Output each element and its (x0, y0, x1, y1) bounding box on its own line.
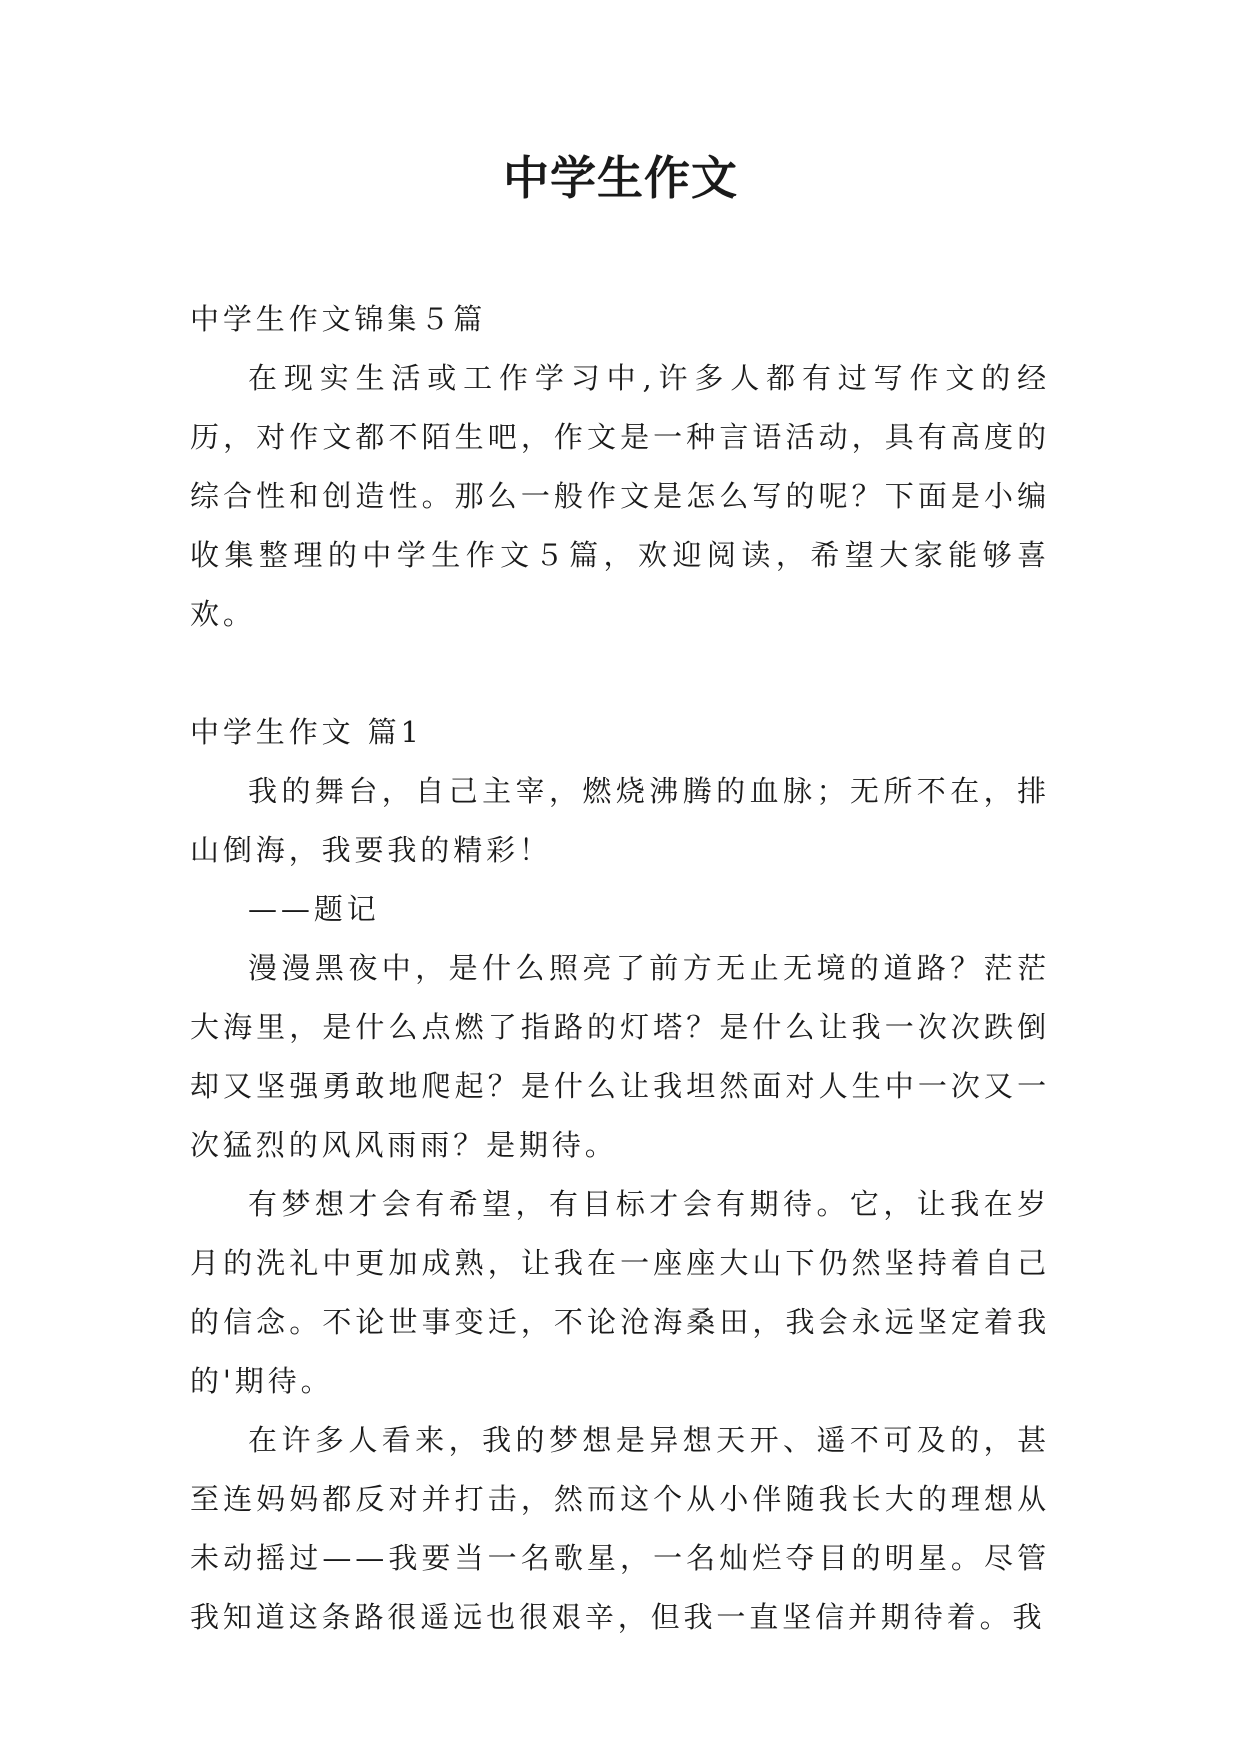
section-heading: 中学生作文 篇1 (190, 715, 423, 749)
body-paragraph: 有梦想才会有希望，有目标才会有期待。它，让我在岁月的洗礼中更加成熟，让我在一座座大山下仍然坚持着自己的信念。不论世事变迁，不论沧海桑田，我会永远坚定着我的'期待。 (190, 1187, 1050, 1398)
document-body (190, 290, 1050, 1647)
epigraph-paragraph: 我的舞台，自己主宰，燃烧沸腾的血脉；无所不在，排山倒海，我要我的精彩！ (190, 774, 1050, 867)
intro-paragraph: 在现实生活或工作学习中,许多人都有过写作文的经历，对作文都不陌生吧，作文是一种言语活动，具有高度的综合性和创造性。那么一般作文是怎么写的呢？下面是小编收集整理的中学生作文５篇，欢迎阅读，希望大家能够喜欢。 (190, 361, 1050, 631)
section-spacer (190, 644, 1050, 703)
document-title: 中学生作文 (503, 151, 738, 205)
body-paragraph: 漫漫黑夜中，是什么照亮了前方无止无境的道路？茫茫大海里，是什么点燃了指路的灯塔？是什么让我一次次跌倒却又坚强勇敢地爬起？是什么让我坦然面对人生中一次又一次猛烈的风风雨雨？是期待。 (190, 951, 1050, 1162)
collection-subtitle: 中学生作文锦集５篇 (190, 302, 487, 336)
epigraph-attribution: ——题记 (248, 892, 380, 926)
body-paragraph: 在许多人看来，我的梦想是异想天开、遥不可及的，甚至连妈妈都反对并打击，然而这个从小伴随我长大的理想从未动摇过——我要当一名歌星，一名灿烂夺目的明星。尽管我知道这条路很遥远也很艰辛，但我一直坚信并期待着。我 (190, 1423, 1050, 1634)
